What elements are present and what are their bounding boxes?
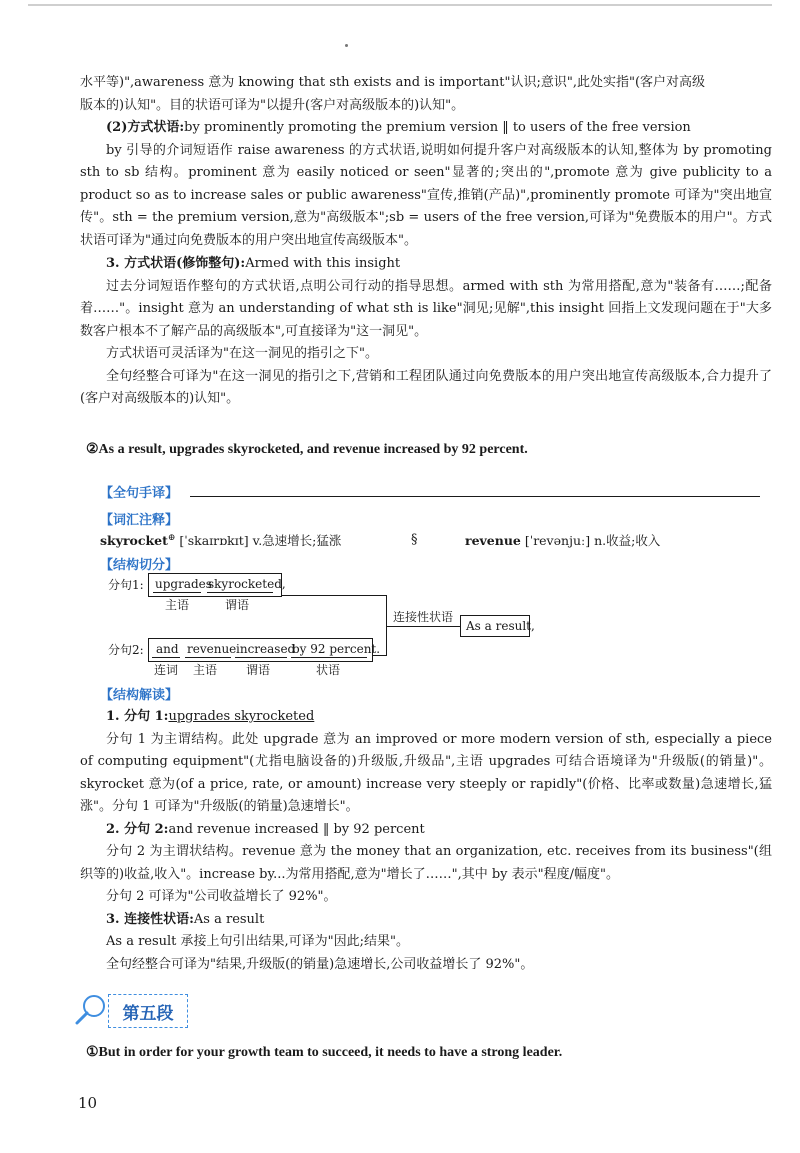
- scan-dot: [345, 44, 348, 47]
- c2-underline1: [152, 657, 180, 658]
- analysis-h1: [80, 706, 772, 729]
- analysis-h3-tail: As a result: [193, 911, 265, 927]
- vocab-entry-1: [100, 531, 341, 549]
- c2-role4: 状语: [316, 663, 341, 677]
- analysis-h2: [80, 819, 772, 842]
- para1-line1: 水平等)",awareness 意为 knowing that sth exists and is important"认识;意识",此处实指"(客户对高级: [80, 75, 706, 90]
- c2-word4: by 92 percent.: [292, 642, 381, 656]
- c2-role2: 主语: [193, 663, 218, 677]
- c1-underline1: [153, 592, 201, 593]
- vocab-def-1: v.急速增长;猛涨: [252, 533, 342, 548]
- magnifier-icon: [74, 992, 112, 1028]
- c2-underline4: [291, 657, 367, 658]
- vocab-word-1: skyrocket: [100, 533, 168, 548]
- analysis-h2-label: 2. 分句 2:: [106, 821, 169, 837]
- para2-block: [80, 253, 772, 411]
- c2-underline2: [185, 657, 231, 658]
- analysis-b2: 分句 2 为主谓状结构。revenue 意为 the money that an organization, etc. receives from its business"(组织等的)收益,收入"。increase by...为常用搭配,意为"增长了……",其中 by 表示"程度/幅度"。: [80, 844, 772, 882]
- c2-word2: revenue: [187, 642, 237, 656]
- c1-underline2: [207, 592, 273, 593]
- analysis-h3-label: 3. 连接性状语:: [106, 911, 194, 927]
- connector-label: 连接性状语: [393, 610, 454, 624]
- vocab-word-2: revenue: [465, 533, 521, 548]
- section-title: 第五段: [108, 994, 188, 1028]
- c2-word1: and: [156, 642, 179, 656]
- analysis-h1-tail: upgrades skyrocketed: [168, 709, 315, 724]
- analysis-b3: As a result 承接上句引出结果,可译为"因此;结果"。: [106, 934, 410, 949]
- connector-text: As a result,: [466, 619, 535, 633]
- vocab-phonetic-1: [ˈskaɪrɒkɪt]: [179, 533, 249, 548]
- para2-heading-label: 3. 方式状语(修饰整句):: [106, 256, 246, 271]
- analysis-label: 【结构解读】: [100, 688, 179, 703]
- para2-heading: [80, 253, 772, 276]
- analysis-h2-tail: and revenue increased ‖ by 92 percent: [168, 821, 425, 837]
- para2-body: 过去分词短语作整句的方式状语,点明公司行动的指导思想。armed with sth 为常用搭配,意为"装备有……;配备着……"。insight 意为 an understanding of what sth is like"洞见;见解",this insight 回指上文发现问题在于"大多数客户根本不了解产品的高级版本",可直接译为"这一洞见"。: [80, 278, 772, 339]
- analysis-b2b: 分句 2 可译为"公司收益增长了 92%"。: [106, 889, 337, 904]
- vocab-label: 【词汇注释】: [100, 513, 179, 528]
- sentence-2: ②As a result, upgrades skyrocketed, and revenue increased by 92 percent.: [86, 442, 528, 457]
- analysis-h1-label: 1. 分句 1:: [106, 709, 169, 724]
- structure-label: 【结构切分】: [100, 558, 179, 573]
- curl-icon: §: [411, 532, 418, 547]
- sub-sentence: by prominently promoting the premium version ‖ to users of the free version: [184, 120, 691, 135]
- clause1-label: 分句1:: [108, 578, 144, 592]
- c1-word1: upgrades: [155, 577, 212, 591]
- sentence-last: ①But in order for your growth team to succeed, it needs to have a strong leader.: [86, 1045, 563, 1060]
- page-number: 10: [78, 1094, 98, 1112]
- c2-role1: 连词: [154, 663, 179, 677]
- para1-block: [80, 72, 772, 252]
- c1-role2: 谓语: [225, 598, 250, 612]
- vocab-def-2: n.收益;收入: [594, 533, 661, 548]
- para1-subheading: [80, 117, 772, 140]
- connector-line-top: [281, 595, 386, 596]
- analysis-block: [80, 706, 772, 976]
- para1-body: by 引导的介词短语作 raise awareness 的方式状语,说明如何提升客户对高级版本的认知,整体为 by promoting sth to sb 结构。prominent 意为 easily noticed or seen"显著的;突出的",promote 意为 give publicity to a product so as to increase sales or public awareness"宣传,推销(产品)",prominently promote 可译为"突出地宣传"。sth = the premium version,意为"高级版本";sb = users of the free version,可译为"免费版本的用户"。方式状语可译为"通过向免费版本的用户突出地宣传高级版本"。: [80, 142, 772, 248]
- para2-heading-tail: Armed with this insight: [245, 256, 401, 271]
- analysis-b1: 分句 1 为主谓结构。此处 upgrade 意为 an improved or more modern version of sth, especially a piece of computing equipment"(尤指电脑设备的)升级版,升级品",主语 upgrades 可结合语境译为"升级版(的销量)"。skyrocket 意为(of a price, rate, or amount) increase very steeply or rapidly"(价格、比率或数量)急速增长,猛涨"。分句 1 可译为"升级版(的销量)急速增长"。: [80, 731, 772, 814]
- c2-word3: increased: [236, 642, 296, 656]
- translate-label: 【全句手译】: [100, 486, 179, 501]
- para2-line3: 全句经整合可译为"在这一洞见的指引之下,营销和工程团队通过向免费版本的用户突出地宣传高级版本,合力提升了(客户对高级版本的)认知"。: [80, 368, 772, 406]
- analysis-b3b: 全句经整合可译为"结果,升级版(的销量)急速增长,公司收益增长了 92%"。: [106, 956, 534, 972]
- c1-role1: 主语: [165, 598, 190, 612]
- c1-word2: skyrocketed,: [208, 577, 286, 591]
- para1-line2: 版本的)认知"。目的状语可译为"以提升(客户对高级版本的)认知"。: [80, 97, 465, 113]
- vocab-mark-icon: ⊕: [167, 532, 176, 543]
- vocab-phonetic-2: [ˈrevənjuː]: [524, 533, 591, 548]
- vocab-entry-2: [465, 531, 660, 549]
- c2-underline3: [235, 657, 287, 658]
- translate-answer-line[interactable]: [190, 496, 760, 497]
- c2-role3: 谓语: [246, 663, 271, 677]
- connector-line-mid: [386, 626, 460, 627]
- clause2-label: 分句2:: [108, 643, 144, 657]
- para2-line2: 方式状语可灵活译为"在这一洞见的指引之下"。: [106, 346, 378, 361]
- top-border: [28, 4, 772, 6]
- sub-heading: (2)方式状语:: [106, 120, 185, 135]
- analysis-h3: [80, 909, 772, 932]
